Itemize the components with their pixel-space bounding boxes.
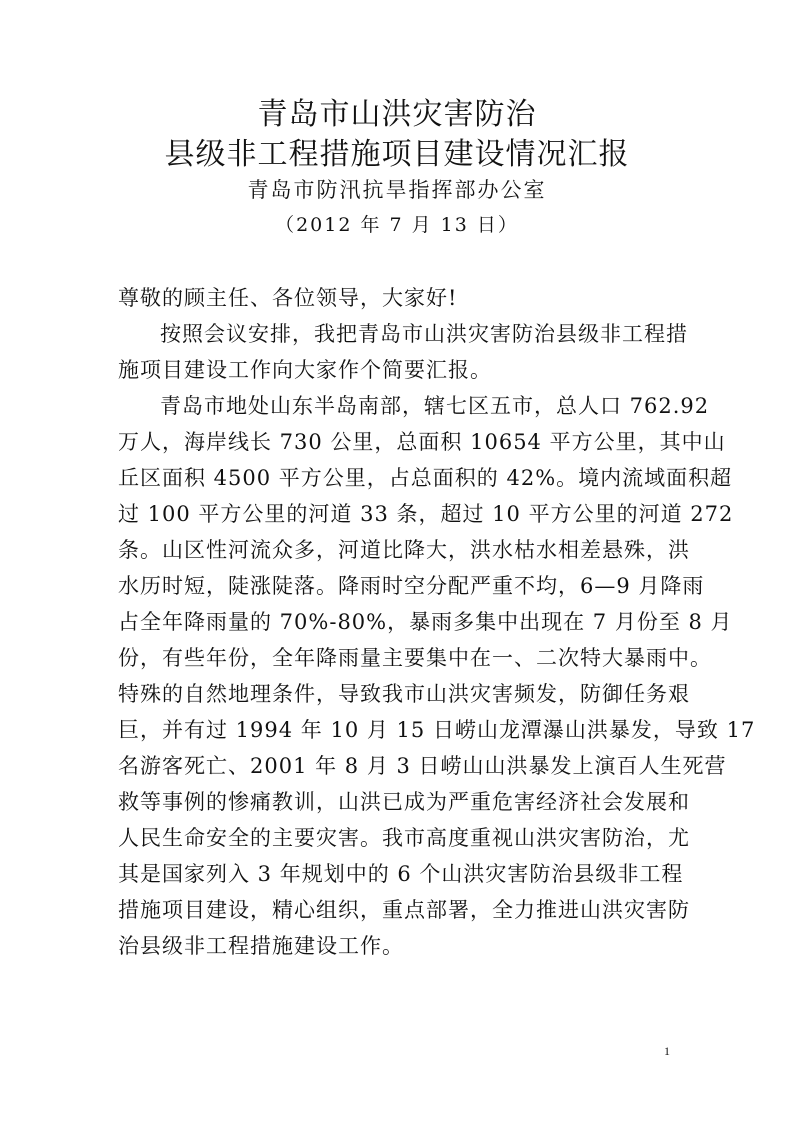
greeting-line: 尊敬的顾主任、各位领导，大家好!	[118, 286, 458, 310]
paragraph-line: 巨，并有过 1994 年 10 月 15 日崂山龙潭瀑山洪暴发，导致 17	[118, 718, 756, 742]
paragraph-line: 丘区面积 4500 平方公里，占总面积的 42%。境内流域面积超	[118, 466, 733, 490]
paragraph-line: 条。山区性河流众多，河道比降大，洪水枯水相差悬殊，洪	[118, 538, 690, 562]
paragraph-line: 按照会议安排，我把青岛市山洪灾害防治县级非工程措	[160, 322, 688, 346]
report-title-line-2: 县级非工程措施项目建设情况汇报	[164, 137, 630, 172]
paragraph-line: 人民生命安全的主要灾害。我市高度重视山洪灾害防治，尤	[118, 826, 690, 850]
paragraph-line: 其是国家列入 3 年规划中的 6 个山洪灾害防治县级非工程	[118, 862, 684, 886]
paragraph-line: 措施项目建设，精心组织，重点部署，全力推进山洪灾害防	[118, 898, 690, 922]
paragraph-line: 治县级非工程措施建设工作。	[118, 934, 404, 958]
paragraph-line: 水历时短，陡涨陡落。降雨时空分配严重不均，6—9 月降雨	[118, 574, 705, 598]
paragraph-line: 占全年降雨量的 70%-80%，暴雨多集中出现在 7 月份至 8 月	[118, 610, 733, 634]
paragraph-line: 特殊的自然地理条件，导致我市山洪灾害频发，防御任务艰	[118, 682, 690, 706]
paragraph-line: 青岛市地处山东半岛南部，辖七区五市，总人口 762.92	[160, 394, 710, 418]
paragraph-line: 过 100 平方公里的河道 33 条，超过 10 平方公里的河道 272	[118, 502, 734, 526]
report-body	[118, 280, 756, 964]
paragraph-line: 名游客死亡、2001 年 8 月 3 日崂山山洪暴发上演百人生死营	[118, 754, 727, 778]
paragraph-line: 万人，海岸线长 730 公里，总面积 10654 平方公里，其中山	[118, 430, 726, 454]
paragraph-line: 施项目建设工作向大家作个简要汇报。	[118, 358, 492, 382]
paragraph-line: 份，有些年份，全年降雨量主要集中在一、二次特大暴雨中。	[118, 646, 712, 670]
page-number: 1	[664, 1044, 670, 1058]
report-date: （2012 年 7 月 13 日）	[275, 214, 519, 236]
issuing-office: 青岛市防汛抗旱指挥部办公室	[247, 178, 547, 202]
report-title-line-1: 青岛市山洪灾害防治	[257, 97, 537, 132]
paragraph-line: 救等事例的惨痛教训，山洪已成为严重危害经济社会发展和	[118, 790, 690, 814]
